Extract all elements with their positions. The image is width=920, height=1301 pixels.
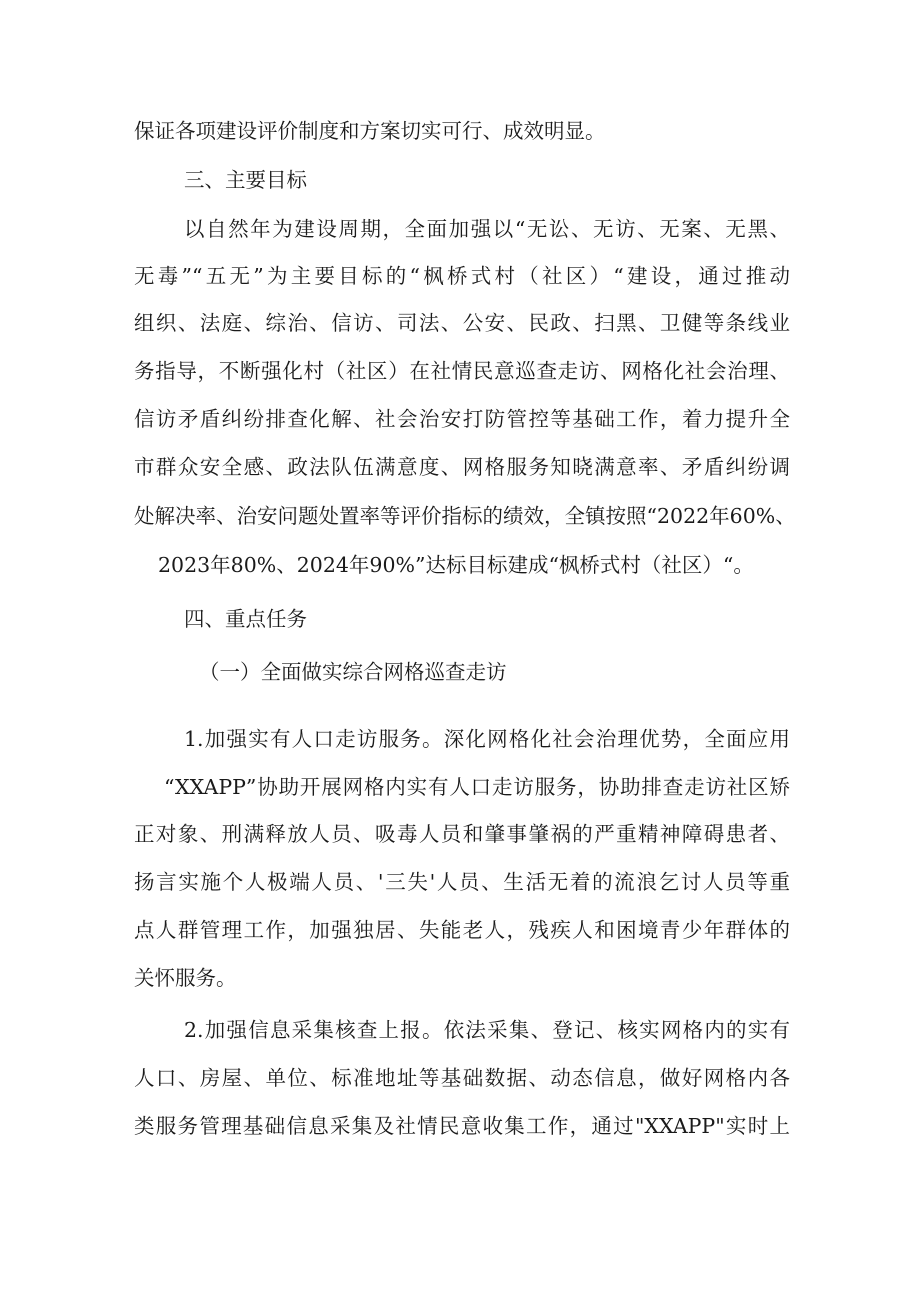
subsection-heading: （一）全面做实综合网格巡查走访 (199, 660, 507, 684)
text-line: 1.加强实有人口走访服务。深化网格化社会治理优势，全面应用 (184, 727, 790, 751)
text-line: 正对象、刑满释放人员、吸毒人员和肇事肇祸的严重精神障碍患者、 (134, 822, 790, 846)
section-heading: 四、重点任务 (184, 607, 307, 631)
section-heading: 三、主要目标 (184, 168, 307, 192)
text-line: 保证各项建设评价制度和方案切实可行、成效明显。 (134, 119, 606, 143)
text-line: 人口、房屋、单位、标准地址等基础数据、动态信息，做好网格内各 (134, 1066, 790, 1090)
text-line: 点人群管理工作，加强独居、失能老人，残疾人和困境青少年群体的 (134, 918, 790, 942)
text-line: 类服务管理基础信息采集及社情民意收集工作，通过"XXAPP"实时上 (134, 1114, 790, 1138)
text-line: 市群众安全感、政法队伍满意度、网格服务知晓满意率、矛盾纠纷调 (134, 455, 790, 479)
text-line: 组织、法庭、综治、信访、司法、公安、民政、扫黑、卫健等条线业 (134, 311, 790, 335)
text-line: 扬言实施个人极端人员、'三失'人员、生活无着的流浪乞讨人员等重 (134, 870, 790, 894)
text-line: 2023年80%、2024年90%”达标目标建成“枫桥式村（社区）“。 (158, 553, 754, 577)
text-line: 处解决率、治安问题处置率等评价指标的绩效，全镇按照“2022年60%、 (134, 504, 796, 528)
text-line: 以自然年为建设周期，全面加强以“无讼、无访、无案、无黑、 (184, 217, 790, 241)
text-line: 信访矛盾纠纷排查化解、社会治安打防管控等基础工作，着力提升全 (134, 407, 790, 431)
text-line: “XXAPP”协助开展网格内实有人口走访服务，协助排查走访社区矫 (164, 775, 790, 799)
text-line: 务指导，不断强化村（社区）在社情民意巡查走访、网格化社会治理、 (134, 359, 790, 383)
text-line: 无毒”“五无”为主要目标的“枫桥式村（社区）“建设，通过推动 (134, 264, 790, 288)
text-line: 2.加强信息采集核查上报。依法采集、登记、核实网格内的实有 (184, 1018, 790, 1042)
text-line: 关怀服务。 (134, 966, 237, 990)
